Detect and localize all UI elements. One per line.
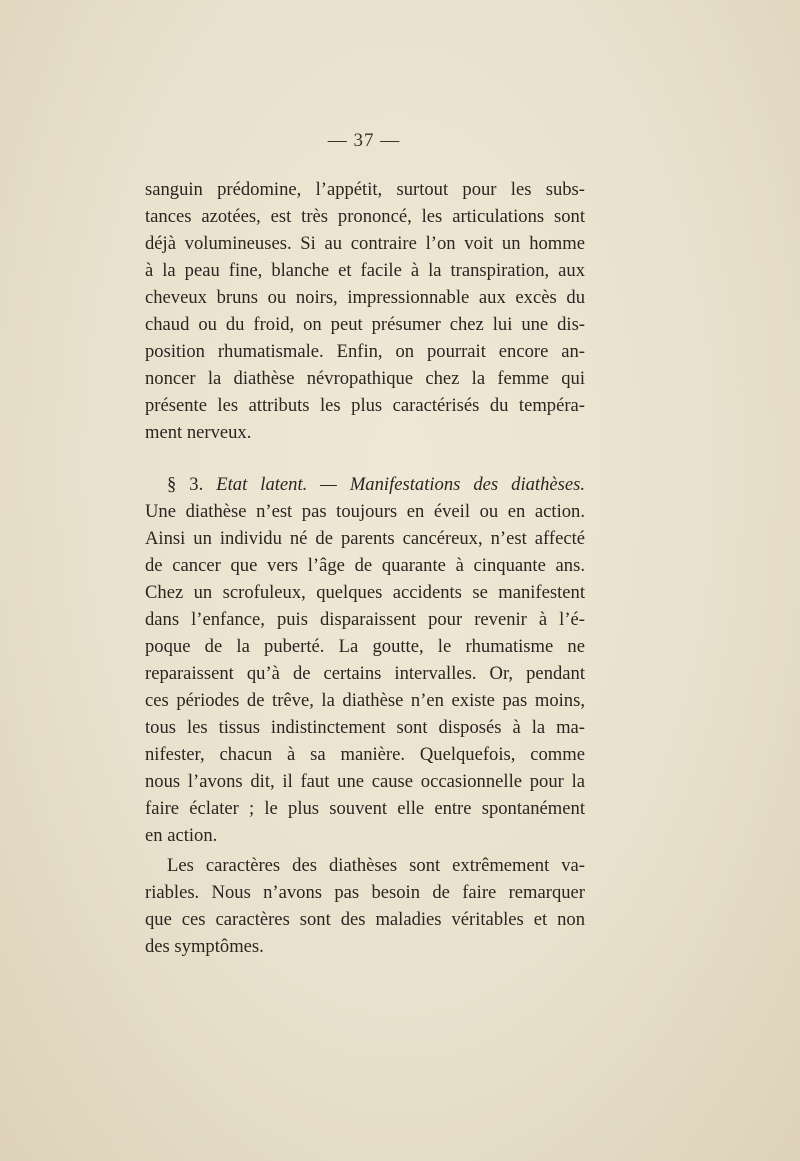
section-heading xyxy=(145,471,585,498)
text-line: à la peau fine, blanche et facile à la transpiration, aux xyxy=(145,260,585,281)
text-line: déjà volumineuses. Si au contraire l’on voit un homme xyxy=(145,233,585,254)
spacer xyxy=(145,446,585,471)
text-line: noncer la diathèse névropathique chez la femme qui xyxy=(145,368,585,389)
text-line: ment nerveux. xyxy=(145,422,252,443)
paragraph-3 xyxy=(145,852,585,960)
page-number: — 37 — xyxy=(327,130,401,151)
text-line: dans l’enfance, puis disparaissent pour revenir à l’é- xyxy=(145,609,585,630)
text-line: faire éclater ; le plus souvent elle entre spontanément xyxy=(145,798,585,819)
text-line: Chez un scrofuleux, quelques accidents se manifestent xyxy=(145,582,585,603)
text-line: ces périodes de trêve, la diathèse n’en existe pas moins, xyxy=(145,690,585,711)
paragraph-1 xyxy=(145,176,585,446)
text-line: que ces caractères sont des maladies véritables et non xyxy=(145,909,585,930)
text-line: position rhumatismale. Enfin, on pourrait encore an- xyxy=(145,341,585,362)
text-line: riables. Nous n’avons pas besoin de faire remarquer xyxy=(145,882,585,903)
section-title: Etat latent. — Manifestations des diathèses. xyxy=(216,474,586,495)
text-line: Les caractères des diathèses sont extrêmement va- xyxy=(167,855,585,876)
text-line: sanguin prédomine, l’appétit, surtout pour les subs- xyxy=(145,179,585,200)
text-line: tous les tissus indistinctement sont disposés à la ma- xyxy=(145,717,585,738)
text-line: chaud ou du froid, on peut présumer chez lui une dis- xyxy=(145,314,585,335)
text-line: Une diathèse n’est pas toujours en éveil ou en action. xyxy=(145,501,585,522)
section-3 xyxy=(145,471,585,849)
section-number: § 3. xyxy=(167,474,204,495)
text-line: des symptômes. xyxy=(145,936,264,957)
text-line: nifester, chacun à sa manière. Quelquefois, comme xyxy=(145,744,585,765)
text-line: poque de la puberté. La goutte, le rhumatisme ne xyxy=(145,636,585,657)
text-line: cheveux bruns ou noirs, impressionnable aux excès du xyxy=(145,287,585,308)
text-line: en action. xyxy=(145,825,218,846)
text-line: nous l’avons dit, il faut une cause occasionnelle pour la xyxy=(145,771,585,792)
text-line: de cancer que vers l’âge de quarante à cinquante ans. xyxy=(145,555,585,576)
text-line: présente les attributs les plus caractérisés du tempéra- xyxy=(145,395,585,416)
text-line: Ainsi un individu né de parents cancéreux, n’est affecté xyxy=(145,528,585,549)
text-line: reparaissent qu’à de certains intervalles. Or, pendant xyxy=(145,663,585,684)
text-line: tances azotées, est très prononcé, les articulations sont xyxy=(145,206,585,227)
body-text xyxy=(145,176,585,960)
